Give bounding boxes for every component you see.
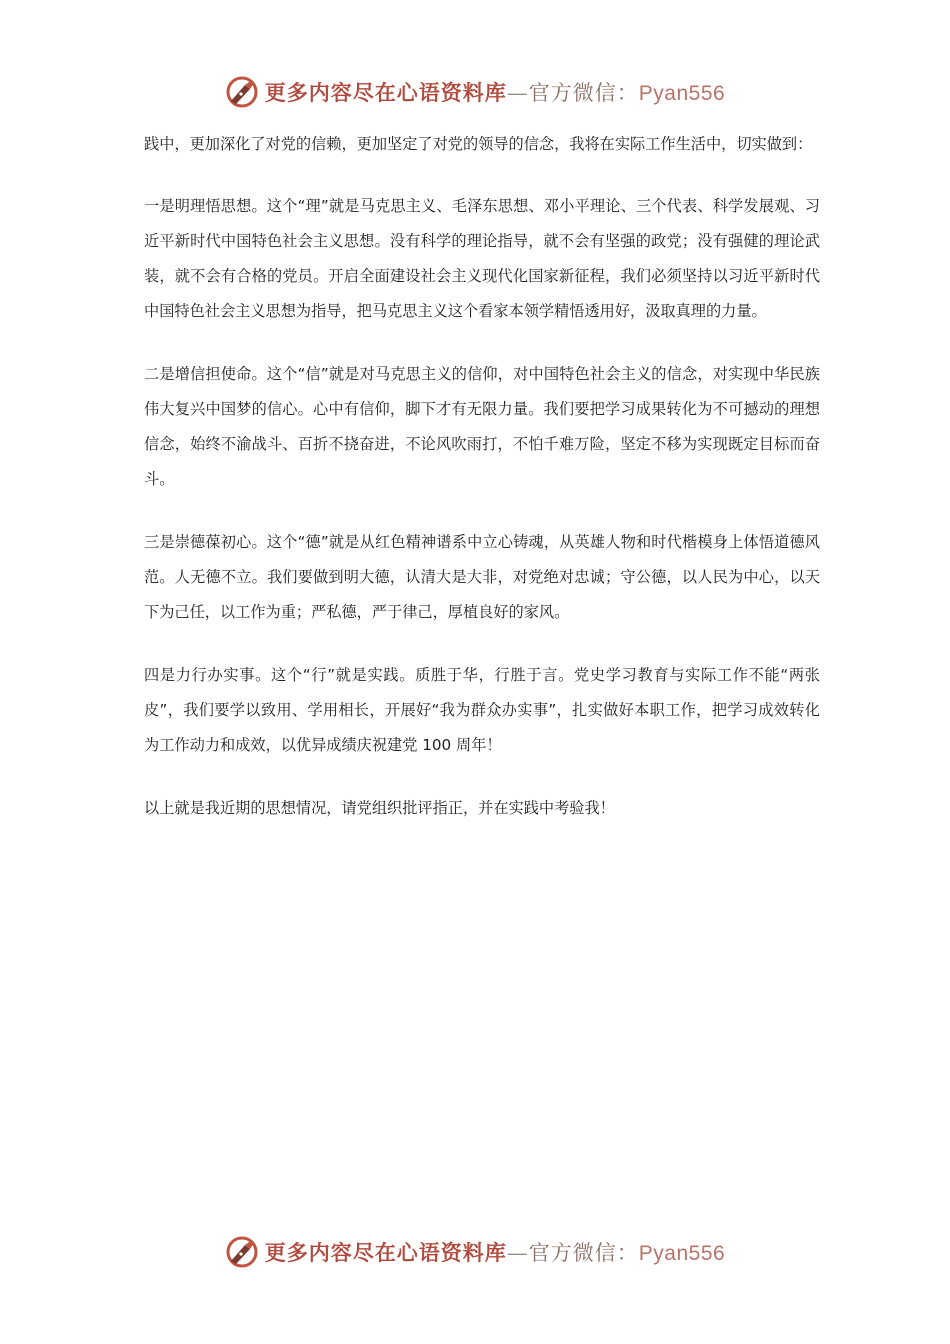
footer-watermark (0, 1232, 950, 1272)
watermark-wechat-id: Pyan556 (638, 82, 726, 105)
paragraph-point-3: 三是崇德葆初心。这个“德”就是从红色精神谱系中立心铸魂，从英雄人物和时代楷模身上体悟道德风范。人无德不立。我们要做到明大德，认清大是大非，对党绝对忠诚；守公德，以人民为中心，以天下为己任，以工作为重；严私德，严于律己，厚植良好的家风。 (144, 533, 820, 621)
paragraph-closing: 以上就是我近期的思想情况，请党组织批评指正，并在实践中考验我！ (144, 799, 615, 817)
watermark-brand: 更多内容尽在心语资料库 (264, 1240, 507, 1265)
watermark-wechat-id: Pyan556 (638, 1242, 726, 1265)
pen-nib-logo-icon (225, 1235, 259, 1269)
header-watermark (0, 72, 950, 112)
pen-nib-logo-icon (225, 75, 259, 109)
watermark-text (265, 77, 725, 107)
watermark-text (265, 1237, 725, 1267)
watermark-brand: 更多内容尽在心语资料库 (264, 80, 507, 105)
paragraph-point-4: 四是力行办实事。这个“行”就是实践。质胜于华，行胜于言。党史学习教育与实际工作不能“两张皮”，我们要学以致用、学用相长，开展好“我为群众办实事”，扎实做好本职工作，把学习成效转化为工作动力和成效，以优异成绩庆祝建党 100 周年！ (144, 666, 820, 754)
paragraph-point-2: 二是增信担使命。这个“信”就是对马克思主义的信仰，对中国特色社会主义的信念，对实现中华民族伟大复兴中国梦的信心。心中有信仰，脚下才有无限力量。我们要把学习成果转化为不可撼动的理想信念，始终不渝战斗、百折不挠奋进，不论风吹雨打，不怕千难万险，坚定不移为实现既定目标而奋斗。 (144, 365, 820, 488)
paragraph-point-1: 一是明理悟思想。这个“理”就是马克思主义、毛泽东思想、邓小平理论、三个代表、科学发展观、习近平新时代中国特色社会主义思想。没有科学的理论指导，就不会有坚强的政党；没有强健的理论武装，就不会有合格的党员。开启全面建设社会主义现代化国家新征程，我们必须坚持以习近平新时代中国特色社会主义思想为指导，把马克思主义这个看家本领学精悟透用好，汲取真理的力量。 (144, 197, 820, 320)
paragraph-intro: 践中，更加深化了对党的信赖，更加坚定了对党的领导的信念，我将在实际工作生活中，切实做到： (144, 135, 813, 153)
watermark-label: 官方微信： (528, 81, 639, 105)
watermark-dash: — (506, 1241, 529, 1265)
watermark-dash: — (506, 81, 529, 105)
watermark-label: 官方微信： (528, 1241, 639, 1265)
document-body (144, 127, 820, 854)
